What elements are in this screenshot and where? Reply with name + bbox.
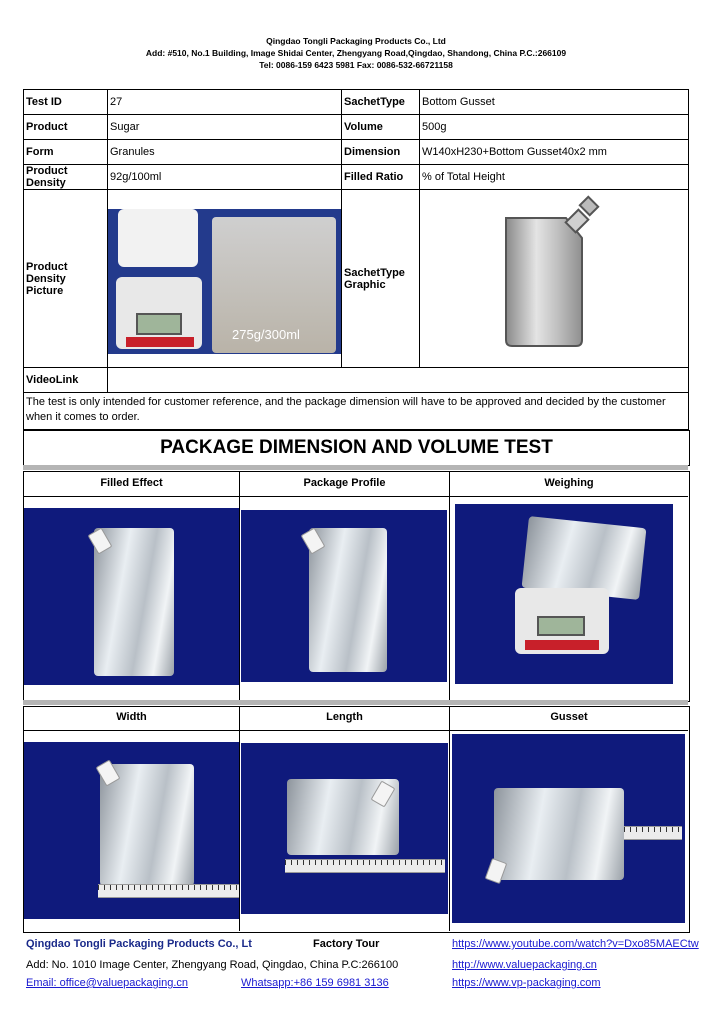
sachet-type-value: Bottom Gusset: [420, 90, 689, 115]
footer-whatsapp-link[interactable]: Whatsapp:+86 159 6981 3136: [241, 977, 389, 989]
header-company: Qingdao Tongli Packaging Products Co., Ltd: [266, 36, 446, 46]
footer-email-link[interactable]: Email: office@valuepackaging.cn: [26, 977, 188, 989]
footer-factory-tour: Factory Tour: [313, 938, 380, 950]
footer-address: Add: No. 1010 Image Center, Zhengyang Road, Qingdao, China P.C:266100: [26, 959, 399, 971]
volume-label: Volume: [342, 115, 420, 140]
row2-divider-a: [239, 706, 240, 931]
scale-display-image: [136, 313, 182, 335]
product-value: Sugar: [108, 115, 342, 140]
ruler-image: [98, 884, 239, 898]
footer-company: Qingdao Tongli Packaging Products Co., Lt: [26, 938, 252, 950]
pouch-image: [309, 528, 387, 672]
sugar-cup-image: [118, 209, 198, 267]
volume-value: 500g: [420, 115, 689, 140]
ruler-image: [285, 859, 445, 873]
test-id-value: 27: [108, 90, 342, 115]
dimension-value: W140xH230+Bottom Gusset40x2 mm: [420, 140, 689, 165]
photo-width: [24, 742, 239, 919]
form-label: Form: [24, 140, 108, 165]
spout-pouch-graphic: [420, 190, 689, 364]
section-divider: [23, 465, 688, 470]
test-id-label: Test ID: [24, 90, 108, 115]
disclaimer: The test is only intended for customer reference, and the package dimension will have to be approved and decided by the customer when it comes to order.: [24, 393, 689, 430]
row2-divider-b: [449, 706, 450, 931]
scale-base-image: [525, 640, 599, 650]
label-width: Width: [116, 711, 147, 723]
row1-divider-b: [449, 471, 450, 700]
header-contact: Tel: 0086-159 6423 5981 Fax: 0086-532-66721158: [259, 60, 453, 70]
product-label: Product: [24, 115, 108, 140]
label-filled-effect: Filled Effect: [100, 477, 163, 489]
footer-youtube-link[interactable]: https://www.youtube.com/watch?v=Dxo85MAECtw: [452, 938, 699, 950]
label-gusset: Gusset: [550, 711, 588, 723]
sachet-type-label: SachetType: [342, 90, 420, 115]
density-picture-caption: 275g/300ml: [232, 326, 300, 342]
section-title-box: [23, 430, 690, 466]
filled-ratio-label: Filled Ratio: [342, 165, 420, 190]
header-address: Add: #510, No.1 Building, Image Shidai Center, Zhengyang Road,Qingdao, Shandong, China P.C.:266109: [145, 48, 567, 58]
section-title: PACKAGE DIMENSION AND VOLUME TEST: [160, 437, 553, 458]
sachet-graphic-label: SachetType Graphic: [342, 190, 420, 368]
photo-package-profile: [241, 510, 447, 682]
density-value: 92g/100ml: [108, 165, 342, 190]
pouch-image: [494, 788, 624, 880]
density-picture-label: Product Density Picture: [24, 190, 108, 368]
videolink-label: VideoLink: [24, 368, 108, 393]
footer-website1-link[interactable]: http://www.valuepackaging.cn: [452, 959, 597, 971]
photo-gusset: [452, 734, 685, 923]
row1-header-line: [23, 496, 688, 497]
ruler-image: [624, 826, 682, 840]
label-length: Length: [326, 711, 363, 723]
row1-divider-a: [239, 471, 240, 700]
videolink-value[interactable]: [108, 368, 689, 393]
density-picture-cell: [108, 190, 342, 368]
label-package-profile: Package Profile: [303, 477, 386, 489]
filled-ratio-value: % of Total Height: [420, 165, 689, 190]
pouch-image: [100, 764, 194, 886]
sachet-graphic-cell: [420, 190, 689, 368]
form-value: Granules: [108, 140, 342, 165]
row-divider: [23, 700, 688, 705]
photo-weighing: [455, 504, 673, 684]
info-table: [23, 89, 689, 430]
density-photo: [108, 209, 341, 354]
density-label: Product Density: [24, 165, 108, 190]
scale-base-image: [126, 337, 194, 347]
photo-length: [241, 743, 448, 914]
footer-website2-link[interactable]: https://www.vp-packaging.com: [452, 977, 601, 989]
row2-header-line: [23, 730, 688, 731]
dimension-label: Dimension: [342, 140, 420, 165]
photo-filled-effect: [24, 508, 239, 685]
spout-image: [485, 858, 508, 884]
scale-display-image: [537, 616, 585, 636]
label-weighing: Weighing: [544, 477, 594, 489]
